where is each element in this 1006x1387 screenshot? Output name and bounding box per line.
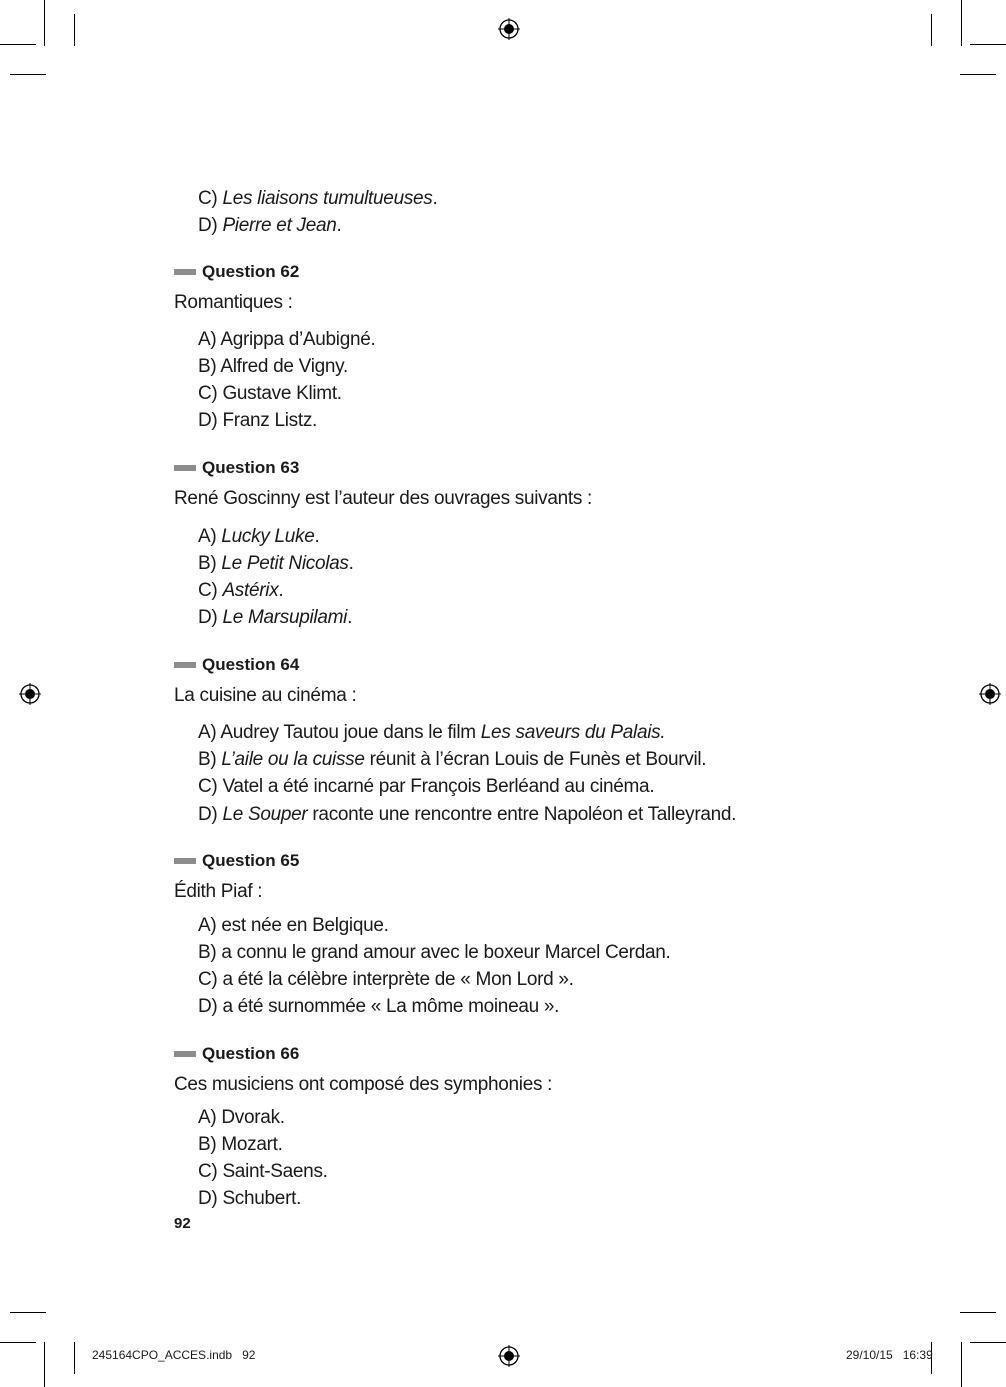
crop-mark [961, 1342, 962, 1387]
crop-mark [970, 44, 1006, 45]
question-heading: Question 64 [174, 655, 299, 675]
crop-mark [44, 1342, 45, 1387]
answer-option: D) Le Marsupilami. [198, 607, 353, 628]
crop-mark [0, 44, 36, 45]
registration-mark-icon [19, 683, 41, 705]
carryover-option: C) Les liaisons tumultueuses. [198, 188, 438, 209]
answer-option: C) Saint-Saens. [198, 1161, 328, 1182]
answer-option: C) Astérix. [198, 580, 284, 601]
crop-mark [961, 0, 962, 46]
footer-date-slug: 29/10/15 16:39 [846, 1348, 933, 1362]
answer-option: B) Alfred de Vigny. [198, 356, 348, 377]
crop-mark [960, 74, 996, 75]
question-prompt: La cuisine au cinéma : [174, 685, 357, 706]
answer-option: A) Agrippa d’Aubigné. [198, 329, 376, 350]
crop-mark [0, 1342, 36, 1343]
crop-mark [74, 14, 75, 46]
answer-option: D) a été surnommée « La môme moineau ». [198, 996, 560, 1017]
answer-option: D) Franz Listz. [198, 410, 318, 431]
heading-bar-icon [174, 465, 196, 471]
answer-option: A) est née en Belgique. [198, 915, 389, 936]
heading-bar-icon [174, 269, 196, 275]
answer-option: B) a connu le grand amour avec le boxeur Marcel Cerdan. [198, 942, 671, 963]
crop-mark [970, 1342, 1006, 1343]
answer-option: C) Gustave Klimt. [198, 383, 342, 404]
page-number: 92 [174, 1215, 191, 1232]
crop-mark [10, 1312, 46, 1313]
question-prompt: René Goscinny est l’auteur des ouvrages suivants : [174, 488, 593, 509]
answer-option: A) Lucky Luke. [198, 526, 320, 547]
crop-mark [74, 1342, 75, 1374]
registration-mark-icon [979, 683, 1001, 705]
crop-mark [931, 14, 932, 46]
answer-option: D) Schubert. [198, 1188, 302, 1209]
carryover-option: D) Pierre et Jean. [198, 215, 342, 236]
question-heading: Question 63 [174, 458, 299, 478]
answer-option: B) L’aile ou la cuisse réunit à l’écran Louis de Funès et Bourvil. [198, 749, 707, 770]
heading-bar-icon [174, 662, 196, 668]
registration-mark-icon [498, 1345, 520, 1367]
registration-mark-icon [498, 18, 520, 40]
crop-mark [10, 74, 46, 75]
footer-file-slug: 245164CPO_ACCES.indb 92 [92, 1348, 256, 1362]
question-heading: Question 65 [174, 851, 299, 871]
answer-option: B) Mozart. [198, 1134, 283, 1155]
answer-option: C) a été la célèbre interprète de « Mon Lord ». [198, 969, 574, 990]
question-prompt: Romantiques : [174, 292, 293, 313]
question-heading: Question 66 [174, 1044, 299, 1064]
question-prompt: Édith Piaf : [174, 881, 263, 902]
answer-option: A) Dvorak. [198, 1107, 285, 1128]
answer-option: A) Audrey Tautou joue dans le film Les saveurs du Palais. [198, 722, 666, 743]
heading-bar-icon [174, 858, 196, 864]
crop-mark [960, 1312, 996, 1313]
answer-option: B) Le Petit Nicolas. [198, 553, 354, 574]
crop-mark [44, 0, 45, 46]
answer-option: D) Le Souper raconte une rencontre entre Napoléon et Talleyrand. [198, 804, 737, 825]
answer-option: C) Vatel a été incarné par François Berléand au cinéma. [198, 776, 655, 797]
heading-bar-icon [174, 1051, 196, 1057]
question-heading: Question 62 [174, 262, 299, 282]
question-prompt: Ces musiciens ont composé des symphonies : [174, 1074, 553, 1095]
